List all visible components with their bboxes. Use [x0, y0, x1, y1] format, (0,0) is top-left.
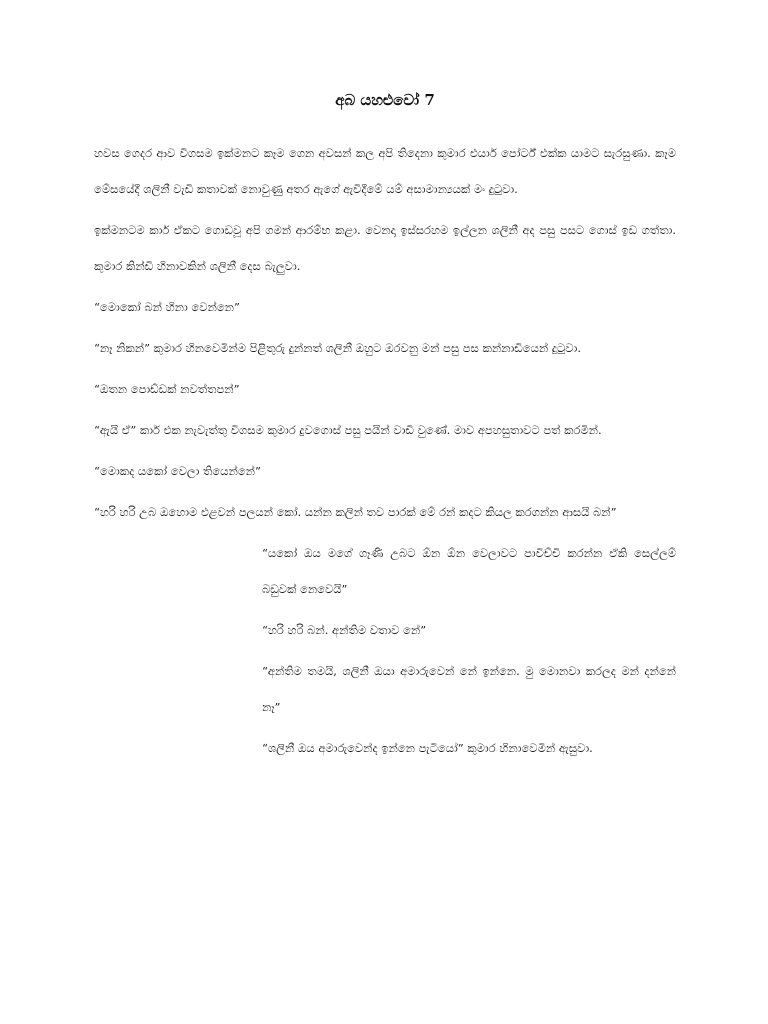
paragraph: “ඇයි ඒ” කාර් එක නැවැත්තු විගසම කුමාර දුවගොස් පසු පයින් වාඩි වුණේ. මාව අපහසුතාවට පත් කරමින්. [94, 423, 602, 437]
paragraph: “නෑ නිකන්” කුමාර හිනවෙමින්ම පිළිතුරු දුන්නත් ශලිනී ඔහුට ඔරවනු මන් පසු පස කන්නාඩියෙන් දුටුවා. [94, 341, 581, 355]
paragraph: “මොකෝ බන් හිනා වෙන්නෙ” [94, 300, 240, 314]
paragraph: “හරි හරි උබ ඔහොම එළවන් පලයන් කෝ. යන්න කලින් තව පාරක් මේ රන් කදට කියල කරගන්න ආසයි බන්” [94, 505, 617, 519]
paragraph: හවස ගෙදර ආව විගසම ඉක්මනට කෑම ගෙන අවසන් කල අපි තිදෙනා කුමාර එයාර් පෝර්ට් එක්ක යාමට සැරසුණා. කෑම මේසයේදී ශලිනී වැඩි කතාවක් නොවුණු අතර ඇගේ ඇවිදීමේ යම් අසාමාන්‍යයක් මං දුටුවා. [94, 146, 676, 196]
page-title: අබ යහළුවෝ 7 [335, 91, 435, 109]
paragraph: “ශලිනී ඔය අමාරුවෙන්ද ඉන්නෙ පැටියෝ” කුමාර හිනාවෙමින් ඇසුවා. [262, 741, 593, 755]
paragraph: ඉක්මනටම කාර් ඒකට ගොඩවූ අපි ගමන් ආරම්භ කළා. වෙනදා ඉස්සරහම ඉල්ලන ශලිනී අද පසු පසට ගොස් ඉඩ ගත්තා. කුමාර කින්ඩි හිනාවකින් ශලිනී දෙස බැලුවා. [94, 223, 676, 273]
paragraph: “අන්තිම තමයි, ශලිනී ඔයා අමාරුවෙන් නේ ඉන්නෙ. මු මොනවා කරලද මන් දන්නේ නෑ” [262, 664, 676, 714]
paragraph: “ඔතන පොඩ්ඩක් නවත්තපන්” [94, 382, 240, 396]
paragraph: “මොකද යකෝ වෙලා තියෙන්නේ” [94, 464, 261, 478]
document-body [94, 135, 676, 766]
paragraph: “හරි හරි බන්. අන්තිම වතාව නේ” [262, 623, 427, 637]
paragraph: “යකෝ ඔය මගේ ගෑණි උබට ඕන ඕන වෙලාවට පාවිච්චි කරන්න ඒකි සෙල්ලම් බඩුවක් නෙවෙයි” [262, 546, 676, 596]
